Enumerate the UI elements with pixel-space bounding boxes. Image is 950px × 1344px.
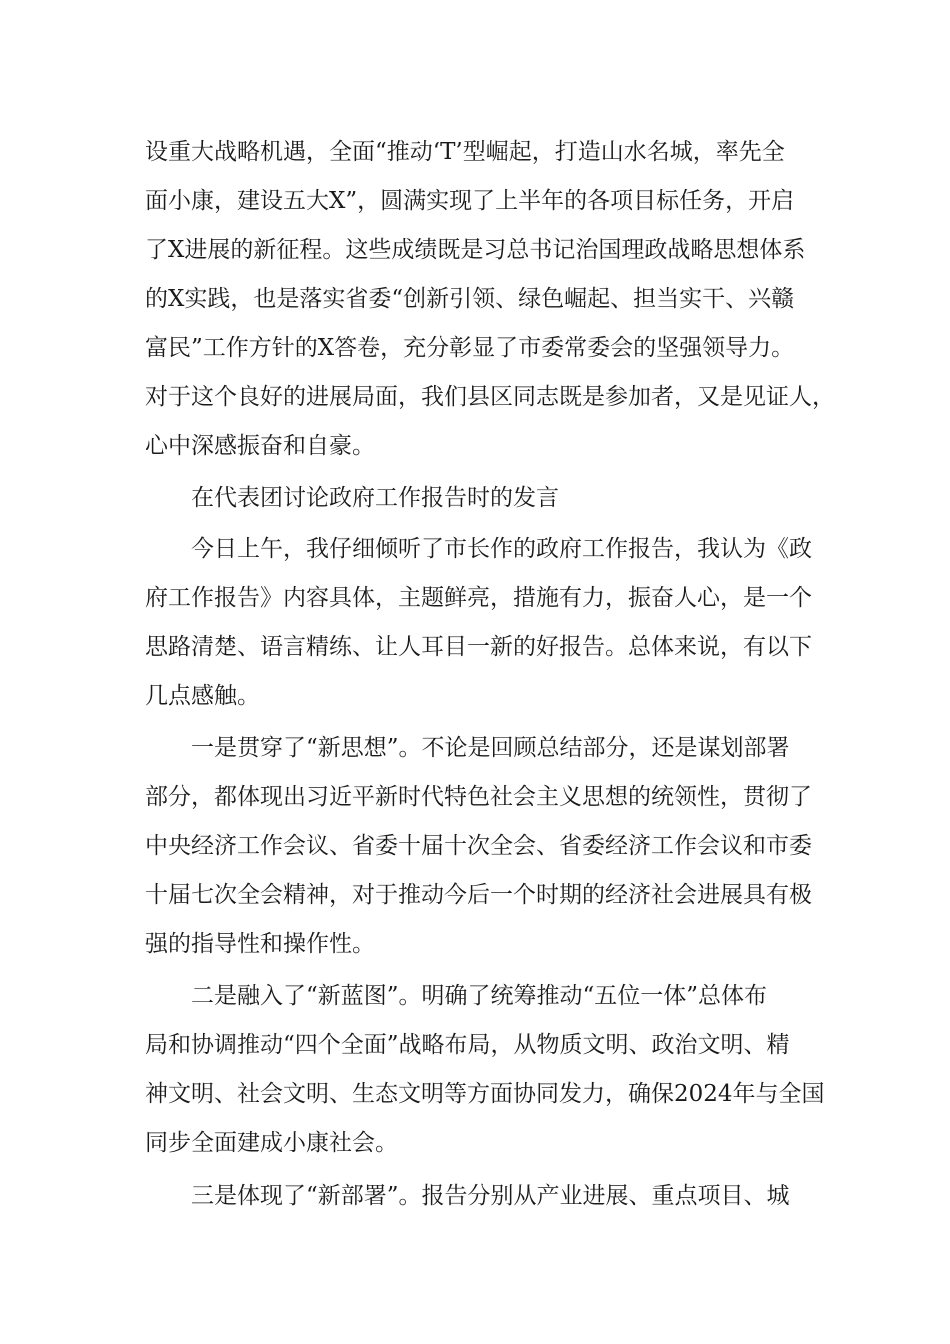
paragraph-line: 几点感触。 (145, 683, 260, 709)
paragraph-line: 三是体现了“新部署”。报告分别从产业进展、重点项目、城 (191, 1183, 790, 1209)
paragraph-line: 部分，都体现出习近平新时代特色社会主义思想的统领性，贯彻了 (145, 784, 812, 810)
paragraph-line: 心中深感振奋和自豪。 (145, 433, 375, 459)
paragraph-line: 强的指导性和操作性。 (145, 931, 375, 957)
paragraph-line: 设重大战略机遇，全面“推动‘T’型崛起，打造山水名城，率先全 (145, 139, 785, 165)
paragraph-line: 的X实践，也是落实省委“创新引领、绿色崛起、担当实干、兴赣 (145, 286, 795, 312)
paragraph-line: 思路清楚、语言精练、让人耳目一新的好报告。总体来说，有以下 (145, 634, 812, 660)
paragraph-line: 同步全面建成小康社会。 (145, 1130, 398, 1156)
section-heading: 在代表团讨论政府工作报告时的发言 (191, 485, 559, 511)
paragraph-line: 中央经济工作会议、省委十届十次全会、省委经济工作会议和市委 (145, 833, 812, 859)
paragraph-line: 富民”工作方针的X答卷，充分彰显了市委常委会的坚强领导力。 (145, 335, 795, 361)
paragraph-line: 今日上午，我仔细倾听了市长作的政府工作报告，我认为《政 (191, 536, 812, 562)
paragraph-line: 对于这个良好的进展局面，我们县区同志既是参加者，又是见证人， (145, 384, 835, 410)
paragraph-line: 十届七次全会精神，对于推动今后一个时期的经济社会进展具有极 (145, 882, 812, 908)
paragraph-line: 二是融入了“新蓝图”。明确了统筹推动“五位一体”总体布 (191, 983, 768, 1009)
paragraph-line: 府工作报告》内容具体，主题鲜亮，措施有力，振奋人心，是一个 (145, 585, 812, 611)
paragraph-line: 一是贯穿了“新思想”。不论是回顾总结部分，还是谋划部署 (191, 735, 790, 761)
paragraph-line: 神文明、社会文明、生态文明等方面协同发力，确保2024年与全国 (145, 1081, 825, 1107)
paragraph-line: 局和协调推动“四个全面”战略布局，从物质文明、政治文明、精 (145, 1032, 790, 1058)
paragraph-line: 面小康，建设五大X”，圆满实现了上半年的各项目标任务，开启 (145, 188, 795, 214)
paragraph-line: 了X进展的新征程。这些成绩既是习总书记治国理政战略思想体系 (145, 237, 806, 263)
